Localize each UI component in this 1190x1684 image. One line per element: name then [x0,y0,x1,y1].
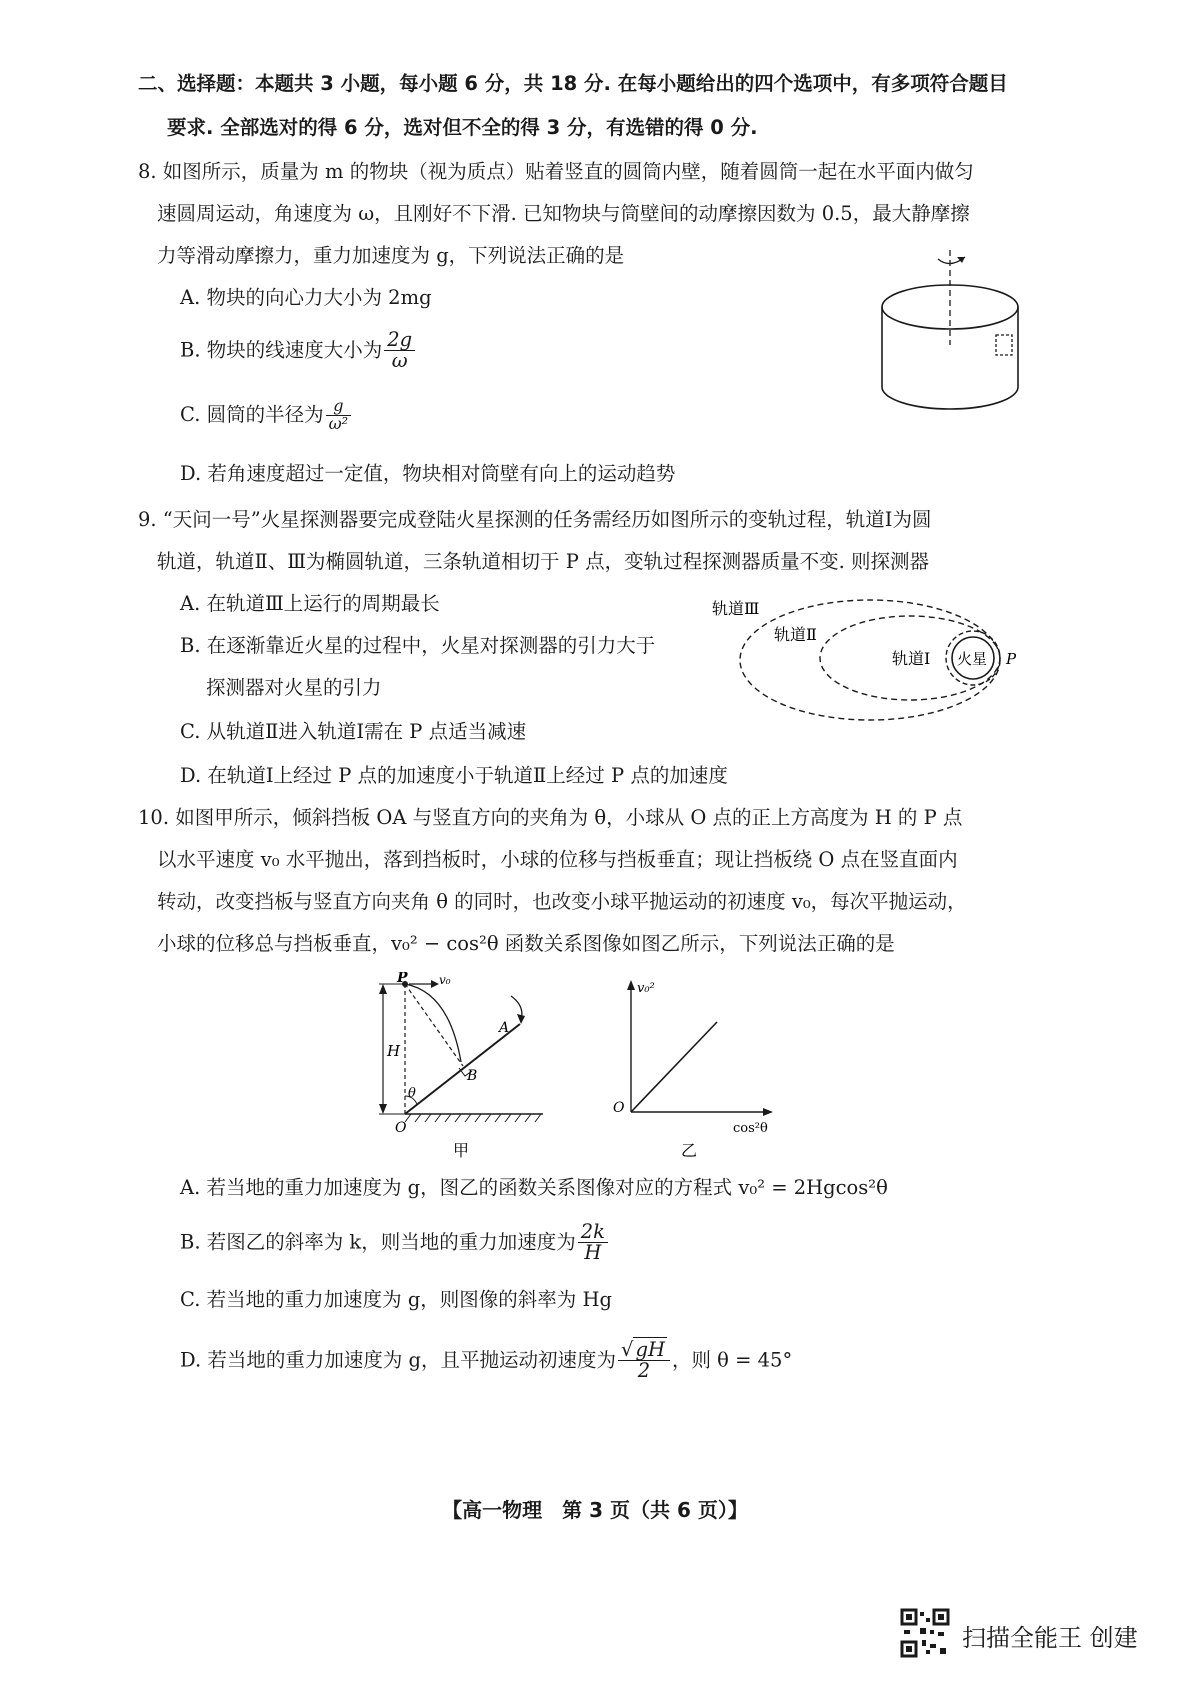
cylinder-bottom-arc [882,387,1018,409]
q8-stem-line3: 力等滑动摩擦力，重力加速度为 g，下列说法正确的是 [157,244,625,267]
height-arrow-bottom [379,1104,387,1114]
label-theta: θ [408,1086,416,1101]
q10-option-b-fraction [578,1222,608,1264]
orbit-3-label: 轨道Ⅲ [712,599,760,618]
q9-option-d: D. 在轨道Ⅰ上经过 P 点的加速度小于轨道Ⅱ上经过 P 点的加速度 [180,764,728,787]
page-footer: 【高一物理 第 3 页（共 6 页）】 [442,1498,748,1522]
q10-stem-line1: 10. 如图甲所示，倾斜挡板 OA 与竖直方向的夹角为 θ，小球从 O 点的正上方高度为 H 的 P 点 [138,806,963,829]
q8-option-c-numerator: g [326,398,351,416]
q10-option-d-radicand: gH [635,1338,665,1361]
displacement-dashed-line [405,984,463,1066]
q8-option-a: A. 物块的向心力大小为 2mg [180,286,432,309]
q9-option-b-line2: 探测器对火星的引力 [206,676,382,699]
q10-option-d-tail: ，则 θ = 45° [671,1348,793,1372]
qr-code-icon [900,1608,950,1658]
q10-figure-b [605,972,795,1162]
q8-option-c-text: C. 圆筒的半径为 [180,402,324,426]
y-axis-label: v₀² [637,981,655,996]
q9-stem-line2: 轨道，轨道Ⅱ、Ⅲ为椭圆轨道，三条轨道相切于 P 点，变轨过程探测器质量不变. 则探测器 [157,550,929,573]
graph-line [631,1022,717,1112]
label-b: B [467,1068,478,1084]
label-v0: v₀ [439,973,451,987]
q10-option-d-text: D. 若当地的重力加速度为 g，且平抛运动初速度为 [180,1348,617,1372]
q8-cylinder-diagram [870,245,1030,425]
orbit-2-label: 轨道Ⅱ [774,625,817,644]
q10-option-d-numerator: √ gH [618,1340,670,1361]
q10-option-b-denominator: H [584,1241,602,1265]
scanner-watermark [900,1606,1160,1666]
q10-option-d [180,1340,792,1382]
y-axis-arrowhead [627,980,635,990]
q8-stem-line1: 8. 如图所示，质量为 m 的物块（视为质点）贴着竖直的圆筒内壁，随着圆筒一起在水平面内做匀 [138,160,974,183]
section-heading-continued: 要求. 全部选对的得 6 分，选对但不全的得 3 分，有选错的得 0 分. [167,116,758,139]
q8-option-c [180,398,353,433]
velocity-arrowhead [431,980,439,988]
q8-option-b-fraction [384,330,415,372]
origin-label: O [613,1100,625,1116]
q9-option-a: A. 在轨道Ⅲ上运行的周期最长 [180,592,440,615]
section-heading: 二、选择题：本题共 3 小题，每小题 6 分，共 18 分. 在每小题给出的四个选项中，有多项符合题目 [138,72,1008,95]
q8-stem-line2: 速圆周运动，角速度为 ω，且刚好不下滑. 已知物块与筒壁间的动摩擦因数为 0.5，最大静摩擦 [157,202,970,225]
q10-stem-line4: 小球的位移总与挡板垂直，v₀² − cos²θ 函数关系图像如图乙所示，下列说法正确的是 [157,932,895,955]
board-oa [405,1024,520,1114]
tangent-point-label: P [1006,650,1017,668]
q10-option-b-numerator: 2k [578,1222,608,1243]
q10-option-d-denominator: 2 [637,1359,651,1383]
label-p: P [397,972,408,986]
orbit-1-label: 轨道Ⅰ [892,649,931,668]
label-a: A [499,1020,510,1036]
label-o: O [395,1120,407,1136]
watermark-text: 扫描全能王 创建 [962,1624,1138,1652]
q10-figure-a [375,972,565,1162]
q9-option-c: C. 从轨道Ⅱ进入轨道Ⅰ需在 P 点适当减速 [180,720,527,743]
q10-option-d-fraction [618,1340,670,1382]
height-arrow-top [379,984,387,994]
q8-option-c-fraction [326,398,351,433]
q9-option-b-line1: B. 在逐渐靠近火星的过程中，火星对探测器的引力大于 [180,634,656,657]
x-axis-label: cos²θ [733,1121,768,1136]
q10-stem-line2: 以水平速度 v₀ 水平抛出，落到挡板时，小球的位移与挡板垂直；现让挡板绕 O 点在竖直面内 [157,848,958,871]
figure-b-caption: 乙 [681,1141,698,1160]
q9-orbit-diagram [700,590,1030,730]
q10-option-b-text: B. 若图乙的斜率为 k，则当地的重力加速度为 [180,1230,576,1254]
q8-option-b-text: B. 物块的线速度大小为 [180,338,383,362]
x-axis-arrowhead [763,1108,773,1116]
q8-option-c-denominator: ω² [328,413,349,433]
q10-option-a: A. 若当地的重力加速度为 g，图乙的函数关系图像对应的方程式 v₀² = 2Hgcos²θ [180,1176,888,1199]
q8-option-b [180,330,417,372]
q8-option-d: D. 若角速度超过一定值，物块相对筒壁有向上的运动趋势 [180,462,676,485]
q8-option-b-denominator: ω [391,349,408,373]
rotation-arc-arrowhead [517,1014,525,1024]
q9-stem-line1: 9. “天问一号”火星探测器要完成登陆火星探测的任务需经历如图所示的变轨过程，轨道Ⅰ为圆 [138,508,932,531]
q10-stem-line3: 转动，改变挡板与竖直方向夹角 θ 的同时，也改变小球平抛运动的初速度 v₀，每次平抛运动， [157,890,967,913]
label-h: H [387,1042,401,1060]
ground-hatching [405,1114,541,1122]
block-on-wall [996,335,1012,355]
q10-option-c: C. 若当地的重力加速度为 g，则图像的斜率为 Hg [180,1288,612,1311]
mars-label: 火星 [957,650,988,668]
q8-option-b-numerator: 2g [384,330,415,351]
q10-option-b [180,1222,610,1264]
figure-a-caption: 甲 [453,1141,470,1160]
